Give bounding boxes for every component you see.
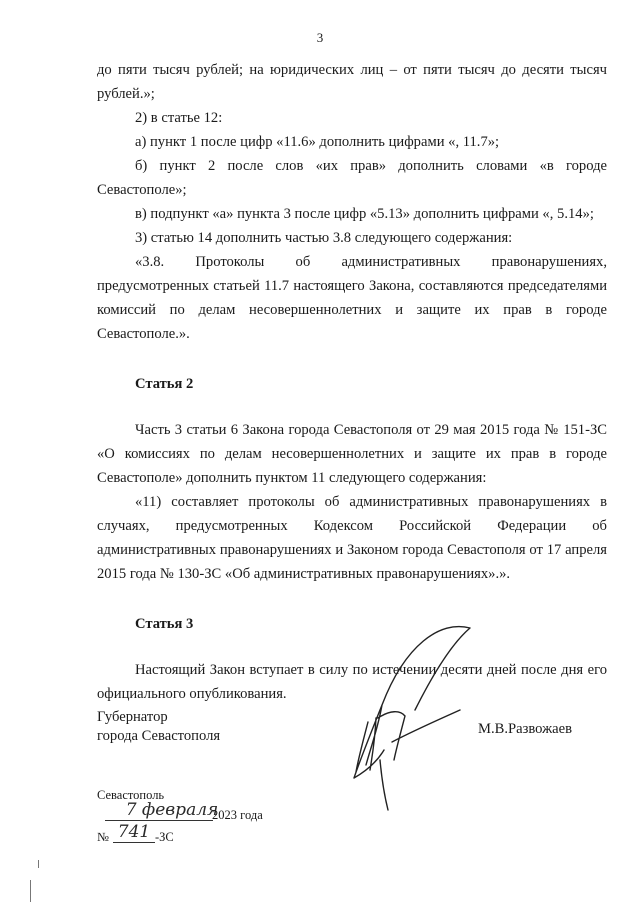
- signatory-title: [97, 708, 220, 746]
- place-of-signing: Севастополь: [97, 788, 165, 802]
- article-3-heading: Статья 3: [135, 616, 194, 632]
- number-handwritten: 741: [117, 822, 151, 842]
- scan-margin-mark: [38, 860, 39, 868]
- number-sign: №: [97, 830, 109, 844]
- paragraph-part-3-8: «3.8. Протоколы об административных правонарушениях, предусмотренных статьей 11.7 настоящего Закона, составляются председателями комиссий по делам несовершеннолетних и защите их прав в городе Севастополе.».: [97, 254, 607, 342]
- paragraph-amend-art14: 3) статью 14 дополнить частью 3.8 следующего содержания:: [135, 230, 513, 246]
- paragraph-item-v: в) подпункт «а» пункта 3 после цифр «5.13» дополнить цифрами «, 5.14»;: [135, 206, 594, 222]
- paragraph-article-2-body: Часть 3 статьи 6 Закона города Севастополя от 29 мая 2015 года № 151-ЗС «О комиссиях по делам несовершеннолетних и защите их прав в городе Севастополе» дополнить пунктом 11 следующего содержания:: [97, 422, 607, 486]
- paragraph-item-11: «11) составляет протоколы об административных правонарушениях в случаях, предусмотренных Кодексом Российской Федерации об административных правонарушениях и Законом города Севастополя от 17 апреля 2015 года № 130-ЗС «Об административных правонарушениях».».: [97, 494, 607, 582]
- law-number: [97, 822, 297, 846]
- paragraph-amend-art12: 2) в статье 12:: [135, 110, 223, 126]
- paragraph-item-a: а) пункт 1 после цифр «11.6» дополнить цифрами «, 11.7»;: [135, 134, 500, 150]
- date-year: 2023 года: [212, 808, 263, 822]
- signatory-name: М.В.Развожаев: [478, 721, 573, 737]
- paragraph-article-3-body: Настоящий Закон вступает в силу по истечении десяти дней после дня его официального опубликования.: [97, 662, 607, 702]
- article-2-heading: Статья 2: [135, 376, 194, 392]
- handwritten-signature-icon: [320, 610, 500, 815]
- signatory-title-line1: Губернатор: [97, 709, 168, 725]
- number-suffix: -ЗС: [155, 830, 174, 844]
- paragraph-item-b: б) пункт 2 после слов «их прав» дополнить словами «в городе Севастополе»;: [97, 158, 607, 198]
- scan-margin-mark: [30, 880, 31, 902]
- paragraph-continuation: до пяти тысяч рублей; на юридических лиц – от пяти тысяч до десяти тысяч рублей.»;: [97, 62, 607, 102]
- signatory-title-line2: города Севастополя: [97, 728, 221, 744]
- date-handwritten: 7 февраля: [125, 800, 219, 820]
- page-number: 3: [316, 30, 324, 45]
- document-body: [97, 58, 607, 706]
